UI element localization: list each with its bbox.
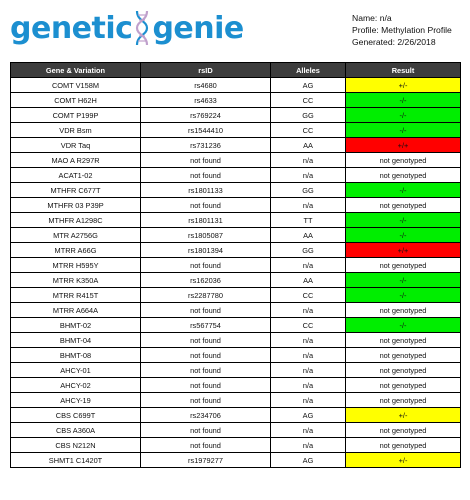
header-alleles: Alleles — [271, 63, 346, 78]
alleles-cell: AG — [271, 453, 346, 468]
table-row — [11, 243, 461, 258]
rsid-cell: not found — [141, 153, 271, 168]
alleles-cell: CC — [271, 288, 346, 303]
rsid-cell: rs162036 — [141, 273, 271, 288]
rsid-cell: rs769224 — [141, 108, 271, 123]
gene-cell: MTRR A664A — [11, 303, 141, 318]
alleles-cell: n/a — [271, 363, 346, 378]
rsid-cell: rs1801133 — [141, 183, 271, 198]
gene-cell: VDR Taq — [11, 138, 141, 153]
rsid-cell: rs2287780 — [141, 288, 271, 303]
rsid-cell: rs4680 — [141, 78, 271, 93]
result-cell: not genotyped — [346, 168, 461, 183]
gene-cell: AHCY-01 — [11, 363, 141, 378]
rsid-cell: rs1801394 — [141, 243, 271, 258]
result-cell: not genotyped — [346, 348, 461, 363]
rsid-cell: not found — [141, 168, 271, 183]
result-cell: not genotyped — [346, 303, 461, 318]
table-row — [11, 123, 461, 138]
table-row — [11, 408, 461, 423]
table-row — [11, 288, 461, 303]
gene-cell: AHCY-02 — [11, 378, 141, 393]
gene-cell: CBS A360A — [11, 423, 141, 438]
rsid-cell: rs731236 — [141, 138, 271, 153]
result-cell: not genotyped — [346, 333, 461, 348]
alleles-cell: n/a — [271, 333, 346, 348]
alleles-cell: n/a — [271, 153, 346, 168]
rsid-cell: rs4633 — [141, 93, 271, 108]
table-row — [11, 78, 461, 93]
logo-text-left: genetic — [10, 10, 133, 46]
table-row — [11, 303, 461, 318]
alleles-cell: CC — [271, 318, 346, 333]
gene-cell: MAO A R297R — [11, 153, 141, 168]
table-row — [11, 153, 461, 168]
gene-cell: MTHFR A1298C — [11, 213, 141, 228]
table-row — [11, 168, 461, 183]
gene-cell: VDR Bsm — [11, 123, 141, 138]
alleles-cell: n/a — [271, 258, 346, 273]
table-row — [11, 423, 461, 438]
table-row — [11, 198, 461, 213]
rsid-cell: not found — [141, 348, 271, 363]
gene-cell: MTRR K350A — [11, 273, 141, 288]
alleles-cell: CC — [271, 123, 346, 138]
header-gene: Gene & Variation — [11, 63, 141, 78]
result-cell: not genotyped — [346, 153, 461, 168]
table-row — [11, 273, 461, 288]
alleles-cell: AA — [271, 138, 346, 153]
table-row — [11, 333, 461, 348]
result-cell: -/- — [346, 93, 461, 108]
rsid-cell: not found — [141, 423, 271, 438]
rsid-cell: rs1801131 — [141, 213, 271, 228]
alleles-cell: GG — [271, 108, 346, 123]
result-cell: +/+ — [346, 138, 461, 153]
result-cell: not genotyped — [346, 378, 461, 393]
gene-cell: ACAT1-02 — [11, 168, 141, 183]
alleles-cell: n/a — [271, 393, 346, 408]
rsid-cell: rs567754 — [141, 318, 271, 333]
table-header-row — [11, 63, 461, 78]
table-row — [11, 258, 461, 273]
gene-cell: SHMT1 C1420T — [11, 453, 141, 468]
alleles-cell: AA — [271, 273, 346, 288]
meta-generated: Generated: 2/26/2018 — [352, 37, 436, 47]
alleles-cell: AA — [271, 228, 346, 243]
table-row — [11, 318, 461, 333]
rsid-cell: not found — [141, 378, 271, 393]
gene-cell: BHMT-08 — [11, 348, 141, 363]
result-cell: +/- — [346, 453, 461, 468]
alleles-cell: n/a — [271, 438, 346, 453]
results-table — [10, 62, 461, 468]
rsid-cell: rs1544410 — [141, 123, 271, 138]
gene-cell: MTHFR C677T — [11, 183, 141, 198]
result-cell: -/- — [346, 318, 461, 333]
alleles-cell: n/a — [271, 348, 346, 363]
table-row — [11, 393, 461, 408]
table-row — [11, 363, 461, 378]
alleles-cell: TT — [271, 213, 346, 228]
rsid-cell: not found — [141, 393, 271, 408]
header-result: Result — [346, 63, 461, 78]
rsid-cell: not found — [141, 438, 271, 453]
result-cell: +/- — [346, 408, 461, 423]
alleles-cell: GG — [271, 183, 346, 198]
table-row — [11, 108, 461, 123]
dna-helix-icon — [133, 9, 151, 47]
alleles-cell: n/a — [271, 423, 346, 438]
result-cell: not genotyped — [346, 438, 461, 453]
alleles-cell: AG — [271, 78, 346, 93]
report-meta — [352, 12, 452, 48]
table-row — [11, 93, 461, 108]
result-cell: not genotyped — [346, 198, 461, 213]
result-cell: not genotyped — [346, 363, 461, 378]
table-row — [11, 453, 461, 468]
result-cell: not genotyped — [346, 423, 461, 438]
table-body — [11, 78, 461, 468]
gene-cell: CBS C699T — [11, 408, 141, 423]
table-row — [11, 228, 461, 243]
gene-cell: MTRR R415T — [11, 288, 141, 303]
rsid-cell: rs1979277 — [141, 453, 271, 468]
gene-cell: MTHFR 03 P39P — [11, 198, 141, 213]
alleles-cell: n/a — [271, 378, 346, 393]
result-cell: -/- — [346, 273, 461, 288]
rsid-cell: not found — [141, 363, 271, 378]
result-cell: -/- — [346, 123, 461, 138]
result-cell: +/- — [346, 78, 461, 93]
rsid-cell: rs1805087 — [141, 228, 271, 243]
alleles-cell: n/a — [271, 168, 346, 183]
meta-name: Name: n/a — [352, 13, 392, 23]
result-cell: not genotyped — [346, 393, 461, 408]
gene-cell: MTRR H595Y — [11, 258, 141, 273]
rsid-cell: not found — [141, 333, 271, 348]
alleles-cell: CC — [271, 93, 346, 108]
alleles-cell: AG — [271, 408, 346, 423]
table-row — [11, 138, 461, 153]
result-cell: -/- — [346, 213, 461, 228]
gene-cell: BHMT-02 — [11, 318, 141, 333]
table-row — [11, 438, 461, 453]
alleles-cell: n/a — [271, 303, 346, 318]
table-row — [11, 213, 461, 228]
genetic-genie-logo — [10, 8, 244, 48]
gene-cell: MTR A2756G — [11, 228, 141, 243]
table-row — [11, 348, 461, 363]
result-cell: -/- — [346, 228, 461, 243]
rsid-cell: not found — [141, 303, 271, 318]
result-cell: -/- — [346, 288, 461, 303]
gene-cell: COMT V158M — [11, 78, 141, 93]
result-cell: -/- — [346, 183, 461, 198]
rsid-cell: not found — [141, 198, 271, 213]
header-rsid: rsID — [141, 63, 271, 78]
alleles-cell: n/a — [271, 198, 346, 213]
result-cell: not genotyped — [346, 258, 461, 273]
result-cell: -/- — [346, 108, 461, 123]
logo-text-right: genie — [152, 10, 244, 46]
gene-cell: BHMT-04 — [11, 333, 141, 348]
result-cell: +/+ — [346, 243, 461, 258]
gene-cell: CBS N212N — [11, 438, 141, 453]
gene-cell: MTRR A66G — [11, 243, 141, 258]
gene-cell: COMT P199P — [11, 108, 141, 123]
rsid-cell: not found — [141, 258, 271, 273]
rsid-cell: rs234706 — [141, 408, 271, 423]
meta-profile: Profile: Methylation Profile — [352, 25, 452, 35]
alleles-cell: GG — [271, 243, 346, 258]
table-row — [11, 378, 461, 393]
gene-cell: AHCY-19 — [11, 393, 141, 408]
gene-cell: COMT H62H — [11, 93, 141, 108]
table-row — [11, 183, 461, 198]
